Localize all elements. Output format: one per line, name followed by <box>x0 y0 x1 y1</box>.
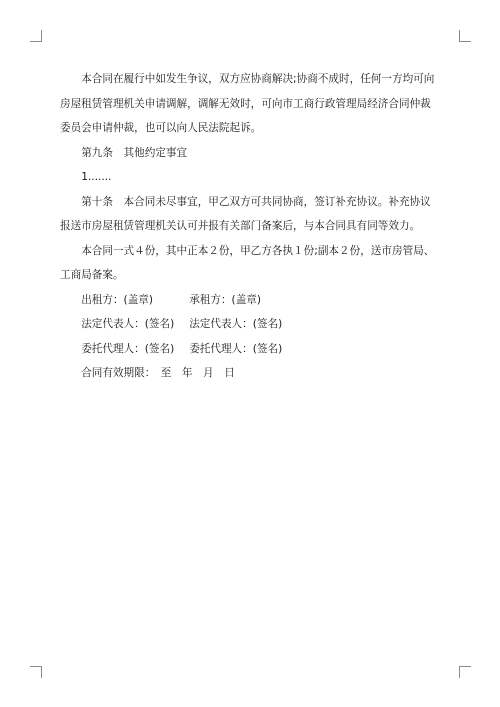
paragraph-copies: 本合同一式４份，其中正本２份，甲乙方各执１份;副本２份，送市房管局、工商局备案。 <box>60 244 435 281</box>
signature-lessee-legal-rep: 法定代表人：(签名) <box>189 318 283 330</box>
signature-lessor-legal-rep: 法定代表人：(签名) <box>81 318 175 330</box>
article-9-item-1: 1....... <box>81 171 112 183</box>
signature-lessee-agent: 委托代理人：(签名) <box>189 342 283 355</box>
signature-row-parties <box>60 288 441 313</box>
article-9-heading: 第九条 其他约定事宜 <box>81 146 188 159</box>
crop-mark-top-right <box>459 30 471 42</box>
signature-row-agent <box>60 337 441 362</box>
signature-row-legal-rep <box>60 312 441 337</box>
signature-lessor-agent: 委托代理人：(签名) <box>81 342 175 355</box>
crop-mark-bottom-right <box>459 666 471 678</box>
crop-mark-bottom-left <box>30 666 42 678</box>
article-10: 第十条 本合同未尽事宜，甲乙双方可共同协商，签订补充协议。补充协议报送市房屋租赁管理机关认可并报有关部门备案后，与本合同具有同等效力。 <box>60 195 431 232</box>
crop-mark-top-left <box>30 30 42 42</box>
document-body <box>60 67 441 386</box>
signature-lessee: 承租方：(盖章) <box>189 293 262 306</box>
signature-lessor: 出租方：(盖章) <box>81 293 154 306</box>
paragraph-dispute: 本合同在履行中如发生争议，双方应协商解决;协商不成时，任何一方均可向房屋租赁管理机关申请调解，调解无效时，可向市工商行政管理局经济合同仲裁委员会申请仲裁，也可以向人民法院起诉。 <box>60 73 435 134</box>
contract-validity: 合同有效期限： 至 年 月 日 <box>81 367 235 379</box>
